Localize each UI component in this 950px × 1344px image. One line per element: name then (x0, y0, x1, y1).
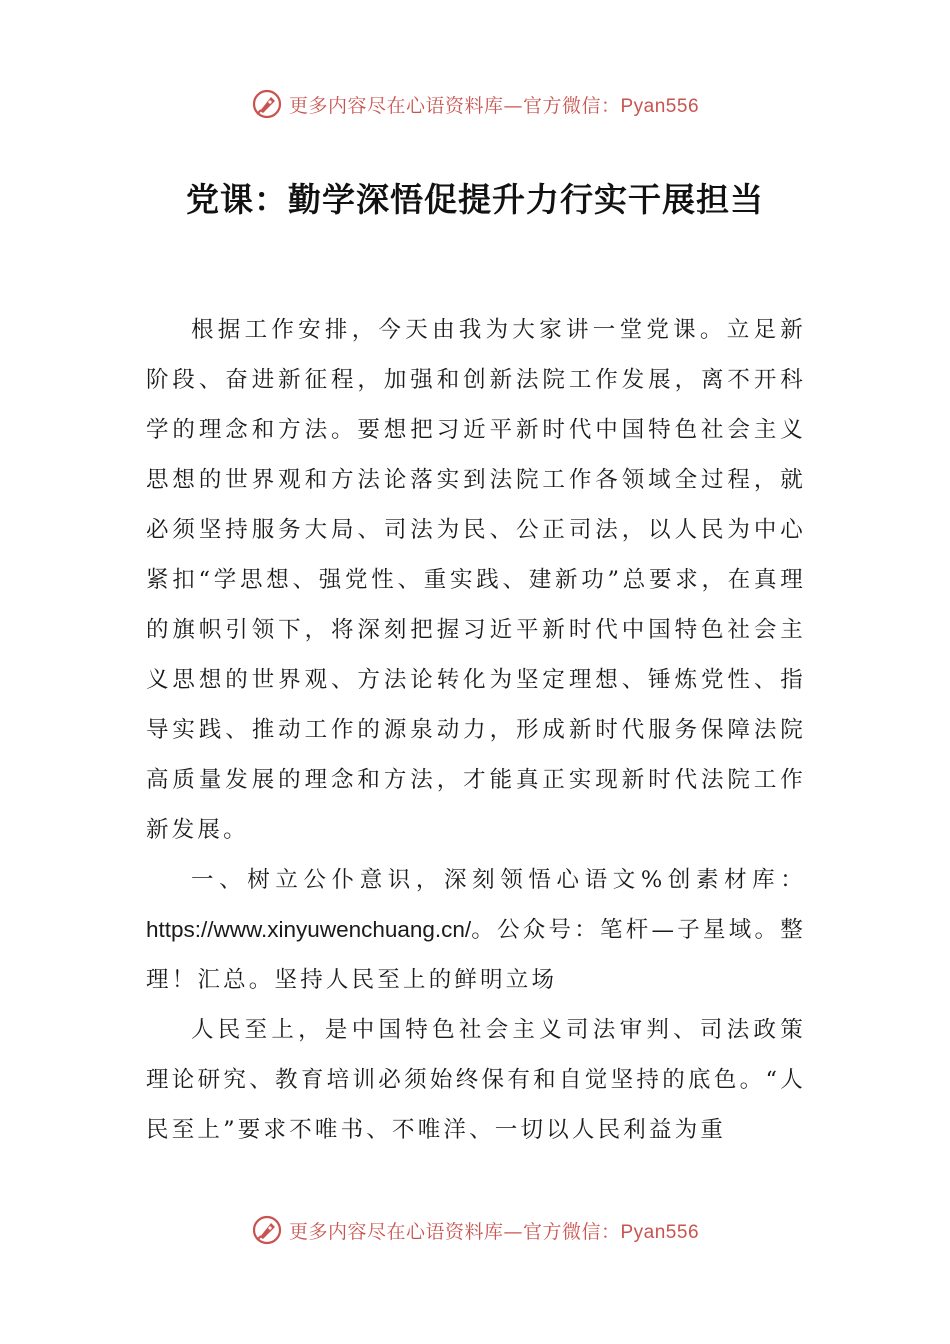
paragraph-intro: 根据工作安排，今天由我为大家讲一堂党课。立足新阶段、奋进新征程，加强和创新法院工作发展，离不开科学的理念和方法。要想把习近平新时代中国特色社会主义思想的世界观和方法论落实到法院工作各领域全过程，就必须坚持服务大局、司法为民、公正司法，以人民为中心紧扣“学思想、强党性、重实践、建新功”总要求，在真理的旗帜引领下，将深刻把握习近平新时代中国特色社会主义思想的世界观、方法论转化为坚定理想、锤炼党性、指导实践、推动工作的源泉动力，形成新时代服务保障法院高质量发展的理念和方法，才能真正实现新时代法院工作新发展。 (146, 317, 806, 843)
section-one-heading-end: 。公众号：笔杆—子星域。整理！汇总。坚持人民至上的鲜明立场 (146, 917, 806, 993)
wechat-id: Pyan556 (620, 1221, 700, 1243)
source-url: https://www.xinyuwenchuang.cn/ (146, 917, 472, 942)
paragraph-section-one (146, 855, 806, 1005)
footer-watermark (0, 1210, 950, 1250)
section-one-heading-start: 一、树立公仆意识，深刻领悟心语文%创素材库： (191, 867, 806, 893)
document-title: 党课：勤学深悟促提升力行实干展担当 (186, 180, 764, 219)
document-body (146, 305, 806, 1155)
pen-nib-logo-icon (251, 1214, 283, 1246)
watermark-text: 更多内容尽在心语资料库—官方微信：Pyan556 (288, 1220, 700, 1243)
watermark-text: 更多内容尽在心语资料库—官方微信：Pyan556 (288, 94, 700, 117)
paragraph-people-first: 人民至上，是中国特色社会主义司法审判、司法政策理论研究、教育培训必须始终保有和自觉坚持的底色。“人民至上”要求不唯书、不唯洋、一切以人民利益为重 (146, 1017, 806, 1143)
header-watermark (0, 84, 950, 124)
pen-nib-logo-icon (251, 88, 283, 120)
wechat-id: Pyan556 (620, 95, 700, 117)
